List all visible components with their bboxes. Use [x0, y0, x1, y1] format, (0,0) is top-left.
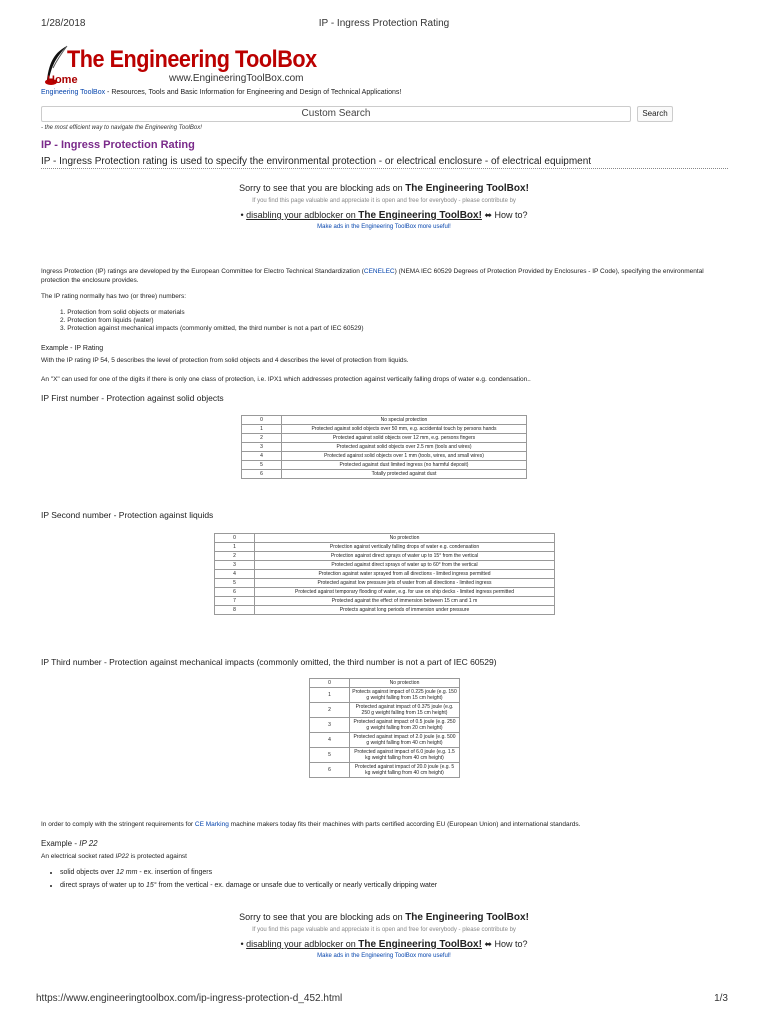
adblock-line2: If you find this page valuable and appreciate it is open and free for everybody - please contribute by	[252, 198, 516, 204]
ip-code-cell: 2	[215, 552, 255, 561]
ip-code-cell: 4	[242, 452, 282, 461]
ce-paragraph	[41, 820, 721, 829]
protection-description-cell: Protects against long periods of immersion under pressure	[255, 606, 555, 615]
bullet-text: solid objects over	[60, 869, 117, 876]
list-item	[60, 879, 437, 892]
bullet-text: - ex. insertion of fingers	[137, 869, 213, 876]
print-title: IP - Ingress Protection Rating	[318, 18, 450, 29]
ip-numbers-list	[60, 309, 363, 333]
socket-text	[41, 852, 721, 861]
protection-description-cell: Protected against impact of 2.0 joule (e.g. 500 g weight falling from 40 cm height)	[350, 733, 460, 748]
table-row	[242, 470, 527, 479]
print-url: https://www.engineeringtoolbox.com/ip-ingress-protection-d_452.html	[36, 993, 343, 1004]
print-page-number: 1/3	[714, 993, 728, 1004]
ip-code-cell: 5	[310, 748, 350, 763]
protection-description-cell: Protected against solid objects over 1 mm (tools, wires, and small wires)	[282, 452, 527, 461]
bullet-value: 12 mm	[116, 869, 138, 876]
table-row	[215, 579, 555, 588]
bullet-text: direct sprays of water up to	[60, 882, 146, 889]
protection-description-cell: Protected against direct sprays of water up to 60° from the vertical	[255, 561, 555, 570]
ip-code-cell: 4	[215, 570, 255, 579]
protection-description-cell: Protected against temporary flooding of water, e.g. for use on ship decks - limited ingress permitted	[255, 588, 555, 597]
search-bar	[41, 106, 673, 122]
table-row	[242, 452, 527, 461]
ip-code-cell: 1	[215, 543, 255, 552]
list-item	[60, 866, 437, 879]
ip-code-cell: 1	[242, 425, 282, 434]
ip-code-cell: 7	[215, 597, 255, 606]
table-row	[242, 461, 527, 470]
protection-description-cell: Protected against solid objects over 2.5 mm (tools and wires)	[282, 443, 527, 452]
socket-code: IP22	[115, 853, 129, 860]
ip-code-cell: 6	[215, 588, 255, 597]
example-text: With the IP rating IP 54, 5 describes the level of protection from solid objects and 4 describes the level of protection from liquids.	[41, 357, 409, 364]
adblock-brand-link[interactable]: The Engineering ToolBox!	[358, 210, 482, 221]
tagline-text: - Resources, Tools and Basic Information for Engineering and Design of Technical Applications!	[105, 89, 402, 96]
table-row	[242, 425, 527, 434]
divider	[41, 168, 728, 169]
table-row	[310, 763, 460, 778]
adblock-line3	[0, 939, 768, 950]
cenelec-link[interactable]: CENELEC	[363, 268, 395, 275]
site-logo[interactable]	[41, 44, 317, 88]
ce-text-a: In order to comply with the stringent requirements for	[41, 821, 195, 828]
example-label: Example -	[41, 839, 80, 848]
print-date: 1/28/2018	[41, 18, 86, 29]
protection-description-cell: Protected against impact of 6.0 joule (e.g. 1.5 kg weight falling from 40 cm height)	[350, 748, 460, 763]
protection-description-cell: Protected against solid objects over 12 mm, e.g. persons fingers	[282, 434, 527, 443]
bullet: •	[240, 939, 247, 949]
ip-code-cell: 3	[310, 718, 350, 733]
search-input[interactable]: Custom Search	[41, 106, 631, 122]
table-row	[215, 570, 555, 579]
print-header	[0, 18, 768, 30]
bullet-text: from the vertical - ex. damage or unsafe due to vertically or nearly vertically dripping water	[156, 882, 438, 889]
adblock-notice	[0, 183, 768, 230]
table2	[214, 533, 555, 615]
table-row	[242, 443, 527, 452]
table-row	[310, 703, 460, 718]
table-row	[215, 606, 555, 615]
home-link[interactable]: Home	[47, 74, 78, 86]
protection-description-cell: No special protection	[282, 416, 527, 425]
tagline	[41, 89, 401, 96]
tagline-link[interactable]: Engineering ToolBox	[41, 89, 106, 96]
adblock-brand: The Engineering ToolBox!	[405, 183, 529, 194]
ip-code-cell: 2	[310, 703, 350, 718]
table-row	[310, 748, 460, 763]
ip-code-cell: 0	[310, 679, 350, 688]
site-url: www.EngineeringToolBox.com	[169, 73, 304, 84]
protection-description-cell: Totally protected against dust	[282, 470, 527, 479]
ce-text-b: machine makers today fits their machines with parts certified according EU (European Union) and international standards.	[228, 821, 581, 828]
adblock-line3	[0, 210, 768, 221]
ip-code-cell: 0	[242, 416, 282, 425]
adblock-brand-link[interactable]: The Engineering ToolBox!	[358, 939, 482, 950]
table2-heading: IP Second number - Protection against liquids	[41, 510, 214, 520]
bullet-value: 15°	[145, 882, 157, 889]
protection-description-cell: No protection	[350, 679, 460, 688]
table-row	[215, 543, 555, 552]
ip-code-cell: 6	[310, 763, 350, 778]
ce-marking-link[interactable]: CE Marking	[194, 821, 229, 828]
brand-name: The Engineering ToolBox	[67, 46, 317, 73]
table-row	[215, 534, 555, 543]
protection-description-cell: Protection against direct sprays of water up to 15° from the vertical	[255, 552, 555, 561]
intro-text-b: ) (NEMA IEC 60529 Degrees of Protection Provided by Enclosures - IP Code), specifying the environmental protection the enclosure provides.	[41, 268, 704, 284]
protection-description-cell: Protected against the effect of immersion between 15 cm and 1 m	[255, 597, 555, 606]
ip-code-cell: 6	[242, 470, 282, 479]
protection-description-cell: No protection	[255, 534, 555, 543]
table-row	[215, 588, 555, 597]
ip22-bullet-list	[60, 866, 437, 892]
table-row	[310, 679, 460, 688]
protection-description-cell: Protected against impact of 0.5 joule (e.g. 250 g weight falling from 20 cm height)	[350, 718, 460, 733]
ip-numbers-intro: The IP rating normally has two (or three) numbers:	[41, 293, 187, 300]
adblock-notice-bottom	[0, 912, 768, 959]
list-item: 1. Protection from solid objects or materials	[60, 309, 185, 316]
protection-description-cell: Protected against impact of 20.0 joule (e.g. 5 kg weight falling from 40 cm height)	[350, 763, 460, 778]
table-row	[242, 434, 527, 443]
protection-description-cell: Protected against solid objects over 50 mm, e.g. accidental touch by persons hands	[282, 425, 527, 434]
ip-code-cell: 4	[310, 733, 350, 748]
socket-text-a: An electrical socket rated	[41, 853, 116, 860]
ip-code-cell: 3	[242, 443, 282, 452]
table1	[241, 415, 527, 479]
protection-description-cell: Protection against vertically falling drops of water e.g. condensation	[255, 543, 555, 552]
adblock-line2: If you find this page valuable and appreciate it is open and free for everybody - please contribute by	[252, 927, 516, 933]
list-item: 3. Protection against mechanical impacts (commonly omitted, the third number is not a part of IEC 60529)	[60, 325, 364, 332]
ip-code-cell: 8	[215, 606, 255, 615]
disable-adblock-link[interactable]: disabling your adblocker on	[246, 939, 359, 949]
adblock-line1	[0, 183, 768, 194]
ip-code-cell: 3	[215, 561, 255, 570]
bullet: •	[240, 210, 247, 220]
example-code: IP 22	[79, 839, 98, 848]
intro-text-a: Ingress Protection (IP) ratings are developed by the European Committee for Electro Technical Standardization (	[41, 268, 364, 275]
table-row	[215, 552, 555, 561]
make-ads-useful-link[interactable]: Make ads in the Engineering ToolBox more useful!	[317, 953, 451, 959]
search-note: - the most efficient way to navigate the Engineering ToolBox!	[41, 125, 202, 131]
page-title: IP - Ingress Protection Rating	[41, 139, 195, 151]
make-ads-useful-link[interactable]: Make ads in the Engineering ToolBox more useful!	[317, 224, 451, 230]
table-row	[242, 416, 527, 425]
protection-description-cell: Protected against impact of 0.375 joule (e.g. 250 g weight falling from 15 cm height)	[350, 703, 460, 718]
x-digit-text: An "X" can used for one of the digits if there is only one class of protection, i.e. IPX1 which addresses protection against vertically falling drops of water e.g. condensation..	[41, 376, 531, 383]
ip-code-cell: 0	[215, 534, 255, 543]
adblock-brand: The Engineering ToolBox!	[405, 912, 529, 923]
table3-heading: IP Third number - Protection against mechanical impacts (commonly omitted, the third number is not a part of IEC 60529)	[41, 657, 497, 667]
example-heading: Example - IP Rating	[41, 345, 104, 352]
ip-code-cell: 5	[215, 579, 255, 588]
example-ip22-heading	[41, 839, 98, 848]
ip-code-cell: 1	[310, 688, 350, 703]
page-description: IP - Ingress Protection rating is used to specify the environmental protection - or electrical enclosure - of electrical equipment	[41, 156, 592, 167]
adblock-line1	[0, 912, 768, 923]
protection-description-cell: Protection against water sprayed from all directions - limited ingress permitted	[255, 570, 555, 579]
table-row	[215, 561, 555, 570]
how-to-link[interactable]: ⬌ How to?	[481, 939, 528, 949]
how-to-link[interactable]: ⬌ How to?	[481, 210, 528, 220]
table1-heading: IP First number - Protection against solid objects	[41, 393, 224, 403]
adblock-text: Sorry to see that you are blocking ads on	[239, 912, 406, 922]
table-row	[310, 688, 460, 703]
intro-paragraph	[41, 267, 721, 285]
disable-adblock-link[interactable]: disabling your adblocker on	[246, 210, 359, 220]
protection-description-cell: Protected against low pressure jets of water from all directions - limited ingress	[255, 579, 555, 588]
table-row	[310, 733, 460, 748]
table-row	[310, 718, 460, 733]
ip-code-cell: 5	[242, 461, 282, 470]
ip-code-cell: 2	[242, 434, 282, 443]
adblock-text: Sorry to see that you are blocking ads on	[239, 183, 406, 193]
protection-description-cell: Protected against dust limited ingress (no harmful deposit)	[282, 461, 527, 470]
list-item: 2. Protection from liquids (water)	[60, 317, 154, 324]
search-button[interactable]: Search	[637, 106, 673, 122]
socket-text-c: is protected against	[128, 853, 187, 860]
protection-description-cell: Protects against impact of 0.225 joule (e.g. 150 g weight falling from 15 cm height)	[350, 688, 460, 703]
table-row	[215, 597, 555, 606]
table3	[309, 678, 460, 778]
